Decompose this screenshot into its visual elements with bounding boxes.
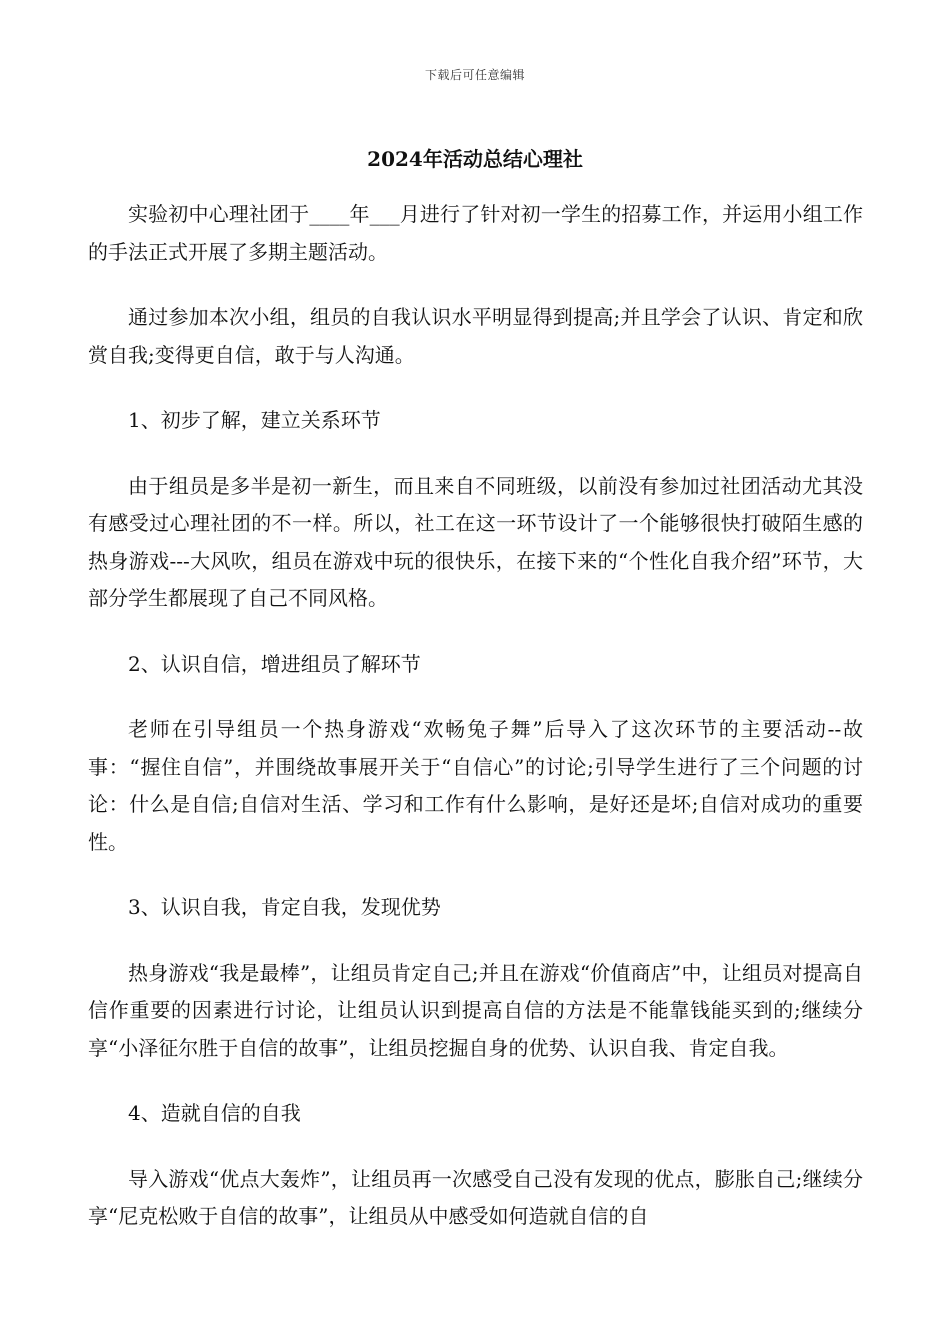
header-note: 下载后可任意编辑 bbox=[424, 68, 525, 82]
paragraph-section-1: 由于组员是多半是初一新生，而且来自不同班级，以前没有参加过社团活动尤其没有感受过心理社团的不一样。所以，社工在这一环节设计了一个能够很快打破陌生感的热身游戏---大风吹，组员在游戏中玩的很快乐，在接下来的“个性化自我介绍”环节，大部分学生都展现了自己不同风格。 bbox=[88, 473, 863, 610]
section-heading-3: 3、认识自我，肯定自我，发现优势 bbox=[128, 895, 441, 919]
paragraph-section-3: 热身游戏“我是最棒”，让组员肯定自己;并且在游戏“价值商店”中，让组员对提高自信作重要的因素进行讨论，让组员认识到提高自信的方法是不能靠钱能买到的;继续分享“小泽征尔胜于自信的故事”，让组员挖掘自身的优势、认识自我、肯定自我。 bbox=[88, 960, 863, 1060]
paragraph-outcome: 通过参加本次小组，组员的自我认识水平明显得到提高;并且学会了认识、肯定和欣赏自我;变得更自信，敢于与人沟通。 bbox=[88, 305, 863, 367]
document-body bbox=[88, 196, 863, 1264]
paragraph-intro: 实验初中心理社团于____年___月进行了针对初一学生的招募工作，并运用小组工作的手法正式开展了多期主题活动。 bbox=[88, 202, 863, 264]
document-title: 2024年活动总结心理社 bbox=[367, 147, 583, 171]
section-heading-4: 4、造就自信的自我 bbox=[128, 1101, 301, 1125]
paragraph-section-4: 导入游戏“优点大轰炸”，让组员再一次感受自己没有发现的优点，膨胀自己;继续分享“尼克松败于自信的故事”，让组员从中感受如何造就自信的自 bbox=[88, 1166, 863, 1228]
section-heading-1: 1、初步了解，建立关系环节 bbox=[128, 408, 381, 432]
paragraph-section-2: 老师在引导组员一个热身游戏“欢畅兔子舞”后导入了这次环节的主要活动--故事：“握住自信”，并围绕故事展开关于“自信心”的讨论;引导学生进行了三个问题的讨论：什么是自信;自信对生活、学习和工作有什么影响，是好还是坏;自信对成功的重要性。 bbox=[88, 717, 863, 854]
section-heading-2: 2、认识自信，增进组员了解环节 bbox=[128, 651, 421, 676]
